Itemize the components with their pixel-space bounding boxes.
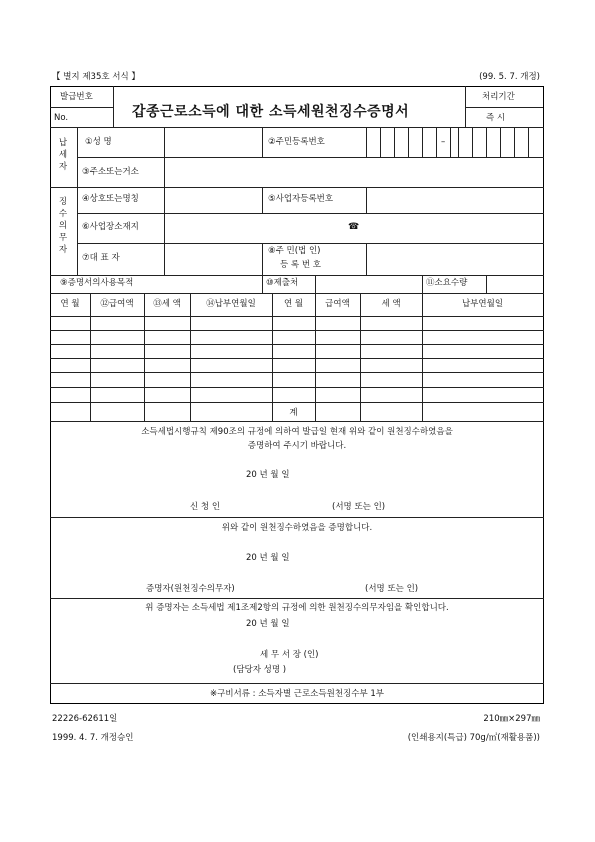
page-title: 갑종근로소득에 대한 소득세원천징수증명서 bbox=[132, 104, 410, 120]
divider bbox=[50, 330, 544, 331]
table-header-cell: 급여액 bbox=[325, 299, 350, 309]
certifier-signature: (서명 또는 인) bbox=[365, 584, 419, 594]
submit-to-label: ⑩제출처 bbox=[266, 278, 299, 288]
divider bbox=[50, 402, 544, 403]
rrn-dash: – bbox=[441, 137, 446, 147]
divider bbox=[366, 187, 367, 213]
digit-box-divider bbox=[472, 127, 473, 157]
business-location-label: ⑥사업장소재지 bbox=[82, 222, 139, 232]
divider bbox=[272, 293, 273, 421]
quantity-label: ⑪소요수량 bbox=[426, 278, 468, 288]
divider bbox=[366, 127, 367, 157]
table-header-cell: 연 월 bbox=[60, 299, 80, 309]
divider bbox=[77, 243, 544, 244]
divider bbox=[50, 387, 544, 388]
digit-box-divider bbox=[486, 127, 487, 157]
divider bbox=[422, 293, 423, 421]
confirmation-text: 위 증명자는 소득세법 제1조제2항의 규정에 의한 원천징수의무자임을 확인합니다. bbox=[145, 603, 449, 613]
certifier-label: 증명자(원천징수의무자) bbox=[146, 584, 235, 594]
divider bbox=[465, 107, 543, 108]
digit-box-divider bbox=[450, 127, 451, 157]
divider bbox=[77, 157, 544, 158]
divider bbox=[50, 275, 544, 276]
application-text-line2: 증명하여 주시기 바랍니다. bbox=[247, 441, 347, 451]
certification-date: 20 년 월 일 bbox=[246, 553, 290, 563]
divider bbox=[315, 275, 316, 293]
table-header-cell: 납부연월일 bbox=[461, 299, 504, 309]
divider bbox=[50, 127, 544, 128]
divider bbox=[262, 275, 263, 293]
divider bbox=[50, 598, 544, 599]
representative-label: ⑦대 표 자 bbox=[82, 253, 120, 263]
divider bbox=[360, 293, 361, 421]
application-date: 20 년 월 일 bbox=[246, 470, 290, 480]
certification-text: 위와 같이 원천징수하였음을 증명합니다. bbox=[221, 523, 373, 533]
rep-rrn-label-line1: ⑧주 민(법 인) bbox=[268, 246, 321, 256]
name-label: ①성 명 bbox=[85, 137, 112, 147]
divider bbox=[422, 275, 423, 293]
divider bbox=[90, 293, 91, 421]
applicant-label: 신 청 인 bbox=[190, 502, 221, 512]
digit-box-divider bbox=[394, 127, 395, 157]
divider bbox=[50, 358, 544, 359]
digit-box-divider bbox=[528, 127, 529, 157]
paper-spec: (인쇄용지(특급) 70g/㎡(재활용품)) bbox=[407, 733, 540, 743]
number-label: No. bbox=[54, 113, 69, 123]
form-code: 22226-62611일 bbox=[52, 714, 118, 724]
divider bbox=[315, 293, 316, 421]
confirmation-date: 20 년 월 일 bbox=[246, 619, 290, 629]
divider bbox=[50, 344, 544, 345]
divider bbox=[144, 293, 145, 421]
phone-icon: ☎ bbox=[348, 222, 360, 232]
divider bbox=[262, 127, 263, 157]
divider bbox=[50, 517, 544, 518]
digit-box-divider bbox=[422, 127, 423, 157]
business-number-label: ⑤사업자등록번호 bbox=[268, 194, 334, 204]
digit-box-divider bbox=[380, 127, 381, 157]
table-header-cell: ⑬세 액 bbox=[153, 299, 181, 309]
rrn-label: ②주민등록번호 bbox=[268, 137, 325, 147]
divider bbox=[50, 372, 544, 373]
approval-date: 1999. 4. 7. 개정승인 bbox=[52, 733, 134, 743]
officer-name: (담당자 성명 ) bbox=[233, 665, 287, 675]
tax-office-head: 세 무 서 장 (인) bbox=[260, 650, 319, 660]
divider bbox=[190, 293, 191, 421]
revision-date: (99. 5. 7. 개정) bbox=[479, 72, 540, 82]
company-name-label: ④상호또는명칭 bbox=[82, 194, 139, 204]
taxpayer-group-label: 납세자 bbox=[58, 138, 68, 172]
divider bbox=[50, 293, 544, 294]
divider bbox=[50, 107, 113, 108]
address-label: ③주소또는거소 bbox=[82, 167, 139, 177]
divider bbox=[50, 316, 544, 317]
table-header-cell: ⑭납부연월일 bbox=[206, 299, 256, 309]
form-number: 【 별지 제35호 서식 】 bbox=[52, 72, 140, 82]
divider bbox=[50, 683, 544, 684]
divider bbox=[113, 86, 114, 127]
table-header-cell: 연 월 bbox=[283, 299, 304, 309]
digit-box-divider bbox=[458, 127, 459, 157]
applicant-signature: (서명 또는 인) bbox=[332, 502, 386, 512]
divider bbox=[164, 127, 165, 275]
issue-number-label: 발급번호 bbox=[60, 92, 93, 102]
table-header-cell: 세 액 bbox=[381, 299, 401, 309]
processing-period-label: 처리기간 bbox=[482, 92, 515, 102]
divider bbox=[77, 213, 544, 214]
form-bottom-border bbox=[50, 703, 544, 704]
divider bbox=[262, 243, 263, 275]
purpose-label: ⑨증명서의사용목적 bbox=[60, 278, 134, 288]
divider bbox=[262, 187, 263, 213]
application-text-line1: 소득세법시행규칙 제90조의 규정에 의하여 발급일 현재 위와 같이 원천징수하였음을 bbox=[141, 427, 453, 437]
total-label: 계 bbox=[289, 408, 298, 418]
rep-rrn-label-line2: 등 록 번 호 bbox=[280, 260, 321, 270]
digit-box-divider bbox=[408, 127, 409, 157]
withholder-group-label: 징수의무자 bbox=[58, 197, 68, 255]
required-documents: ※구비서류 : 소득자별 근로소득원천징수부 1부 bbox=[209, 689, 384, 699]
paper-size: 210㎜×297㎜ bbox=[483, 714, 540, 724]
divider bbox=[486, 275, 487, 293]
processing-period-value: 즉 시 bbox=[486, 113, 506, 123]
table-header-cell: ⑫급여액 bbox=[100, 299, 134, 309]
digit-box-divider bbox=[500, 127, 501, 157]
divider bbox=[77, 127, 78, 275]
divider bbox=[50, 421, 544, 422]
divider bbox=[366, 243, 367, 275]
digit-box-divider bbox=[436, 127, 437, 157]
divider bbox=[50, 187, 544, 188]
digit-box-divider bbox=[514, 127, 515, 157]
form-top-border bbox=[50, 86, 544, 87]
